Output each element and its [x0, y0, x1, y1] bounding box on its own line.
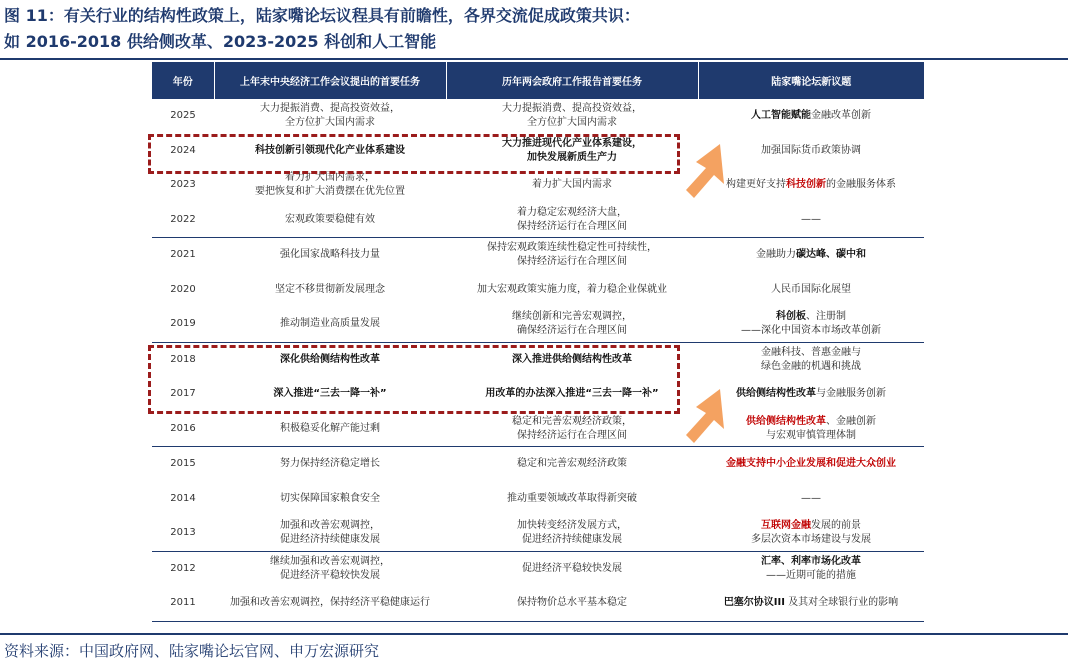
cell-year: 2023	[170, 179, 196, 191]
policy-table	[152, 62, 924, 622]
table-row	[152, 238, 924, 273]
cell-text: 、注册制	[806, 311, 846, 323]
arrow-2017-shape	[686, 389, 724, 443]
cell-text: 汇率、利率市场化改革	[761, 555, 861, 567]
cell-economic-work-conference	[214, 482, 446, 517]
cell-lujiazui-topic	[698, 238, 924, 273]
cell-npc-report	[446, 551, 698, 586]
cell-text: 与宏观审慎管理体制	[766, 429, 856, 441]
table-row	[152, 134, 924, 169]
cell-text: 发展的前景	[811, 520, 861, 532]
table-row	[152, 273, 924, 308]
cell-text: 金融助力	[756, 249, 796, 261]
cell-text: 着力扩大国内需求，	[285, 172, 375, 184]
source-note: 资料来源：中国政府网、陆家嘴论坛官网、申万宏源研究	[4, 642, 380, 660]
cell-year: 2012	[152, 551, 214, 586]
cell-economic-work-conference	[214, 447, 446, 482]
footer-divider	[0, 633, 1068, 635]
cell-text: 构建更好支持	[726, 179, 786, 191]
cell-text: 、金融创新	[826, 415, 876, 427]
cell-npc-report	[446, 412, 698, 447]
cell-text: 深入推进供给侧结构性改革	[512, 353, 632, 365]
cell-text: 用改革的办法深入推进“三去一降一补”	[485, 388, 659, 400]
cell-npc-report	[446, 168, 698, 203]
cell-npc-report	[446, 447, 698, 482]
cell-economic-work-conference	[214, 307, 446, 342]
cell-text: 加快发展新质生产力	[527, 151, 617, 163]
cell-text: 巴塞尔协议III	[723, 597, 785, 609]
cell-lujiazui-topic	[698, 551, 924, 586]
title-divider	[0, 58, 1068, 60]
cell-text: 宏观政策要稳健有效	[285, 213, 375, 225]
cell-text: 科技创新引领现代化产业体系建设	[255, 144, 405, 156]
cell-year: 2015	[152, 447, 214, 482]
figure-title-line2: 如 2016-2018 供给侧改革、2023-2025 科创和人工智能	[4, 32, 437, 51]
cell-text: 大力提振消费、提高投资效益，	[260, 103, 400, 115]
cell-text: 坚定不移贯彻新发展理念	[275, 283, 385, 295]
table-row	[152, 516, 924, 551]
cell-year: 2022	[170, 213, 196, 225]
cell-text: 继续创新和完善宏观调控，	[512, 311, 632, 323]
cell-text: 保持经济运行在合理区间	[517, 220, 627, 232]
cell-economic-work-conference	[214, 273, 446, 308]
cell-lujiazui-topic	[698, 447, 924, 482]
cell-economic-work-conference	[214, 203, 446, 238]
cell-text: 人民币国际化展望	[771, 283, 851, 295]
cell-npc-report	[446, 377, 698, 412]
cell-economic-work-conference	[214, 516, 446, 551]
cell-npc-report	[446, 238, 698, 273]
cell-text: 金融支持中小企业发展和促进大众创业	[726, 458, 896, 470]
cell-year: 2024	[170, 144, 196, 156]
cell-economic-work-conference	[214, 168, 446, 203]
cell-year: 2025	[170, 110, 196, 122]
cell-year: 2011	[152, 586, 214, 621]
table-row	[152, 586, 924, 621]
cell-text: 加强和改善宏观调控，保持经济平稳健康运行	[230, 597, 430, 609]
cell-text: 保持物价总水平基本稳定	[517, 597, 627, 609]
cell-text: 大力推进现代化产业体系建设，	[502, 137, 642, 149]
cell-economic-work-conference	[214, 99, 446, 134]
table-row	[152, 342, 924, 377]
cell-npc-report	[446, 516, 698, 551]
cell-text: 加快转变经济发展方式，	[517, 520, 627, 532]
cell-text: 加大宏观政策实施力度，着力稳企业保就业	[477, 283, 667, 295]
cell-text: 要把恢复和扩大消费摆在优先位置	[255, 186, 405, 198]
cell-text: 稳定和完善宏观经济政策	[517, 458, 627, 470]
cell-lujiazui-topic	[698, 516, 924, 551]
arrow-2024-icon	[680, 140, 740, 204]
cell-text: 供给侧结构性改革	[736, 388, 816, 400]
cell-text: 加强国际货币政策协调	[761, 144, 861, 156]
cell-text: 碳达峰、碳中和	[796, 249, 866, 261]
figure-title	[4, 3, 1064, 55]
cell-text: 科创板	[776, 311, 806, 323]
table-row	[152, 551, 924, 586]
arrow-2017-icon	[680, 385, 740, 449]
cell-text: 深入推进“三去一降一补”	[273, 388, 387, 400]
cell-text: 保持宏观政策连续性稳定性可持续性，	[487, 242, 657, 254]
cell-npc-report	[446, 586, 698, 621]
header-lujiazui-topic: 陆家嘴论坛新议题	[698, 62, 924, 99]
cell-text: 互联网金融	[761, 520, 811, 532]
table-row	[152, 168, 924, 203]
cell-text: 深化供给侧结构性改革	[280, 353, 380, 365]
header-year: 年份	[152, 62, 214, 99]
cell-text: 金融改革创新	[811, 110, 871, 122]
cell-text: 继续加强和改善宏观调控，	[270, 555, 390, 567]
cell-text: 着力扩大国内需求	[532, 179, 612, 191]
cell-lujiazui-topic	[698, 273, 924, 308]
cell-text: 保持经济运行在合理区间	[517, 256, 627, 268]
cell-economic-work-conference	[214, 238, 446, 273]
cell-text: 科技创新	[786, 179, 826, 191]
arrow-2024-shape	[686, 144, 724, 198]
cell-text: 稳定和完善宏观经济政策，	[512, 415, 632, 427]
cell-text: 供给侧结构性改革	[746, 415, 826, 427]
cell-year: 2021	[152, 238, 214, 273]
cell-npc-report	[446, 203, 698, 238]
cell-text: 多层次资本市场建设与发展	[751, 534, 871, 546]
cell-year: 2016	[170, 422, 196, 434]
cell-year: 2018	[152, 342, 214, 377]
header-npc-report: 历年两会政府工作报告首要任务	[446, 62, 698, 99]
cell-text: 大力提振消费、提高投资效益，	[502, 103, 642, 115]
cell-text: 推动制造业高质量发展	[280, 318, 380, 330]
cell-text: 绿色金融的机遇和挑战	[761, 360, 861, 372]
header-economic-work-conference: 上年末中央经济工作会议提出的首要任务	[214, 62, 446, 99]
cell-text: 努力保持经济稳定增长	[280, 458, 380, 470]
cell-npc-report	[446, 99, 698, 134]
cell-economic-work-conference	[214, 586, 446, 621]
cell-text: 及其对全球银行业的影响	[784, 597, 899, 609]
cell-npc-report	[446, 342, 698, 377]
table-row	[152, 412, 924, 447]
table-row	[152, 377, 924, 412]
cell-text: 保持经济运行在合理区间	[517, 429, 627, 441]
cell-text: ——近期可能的措施	[766, 569, 856, 581]
cell-npc-report	[446, 134, 698, 169]
cell-lujiazui-topic	[698, 203, 924, 238]
cell-economic-work-conference	[214, 551, 446, 586]
cell-year: 2020	[170, 283, 196, 295]
cell-economic-work-conference	[214, 134, 446, 169]
cell-text: 加强和改善宏观调控，	[280, 520, 380, 532]
cell-text: 积极稳妥化解产能过剩	[280, 422, 380, 434]
table-row	[152, 482, 924, 517]
table-header-row	[152, 62, 924, 99]
cell-text: ——	[801, 492, 821, 504]
cell-text: 促进经济持续健康发展	[280, 534, 380, 546]
cell-lujiazui-topic	[698, 342, 924, 377]
cell-lujiazui-topic	[698, 307, 924, 342]
cell-text: 着力稳定宏观经济大盘，	[517, 206, 627, 218]
cell-year: 2013	[170, 527, 196, 539]
cell-economic-work-conference	[214, 412, 446, 447]
table-body	[152, 99, 924, 621]
cell-npc-report	[446, 273, 698, 308]
cell-text: 促进经济平稳较快发展	[280, 569, 380, 581]
cell-text: 确保经济运行在合理区间	[517, 325, 627, 337]
cell-lujiazui-topic	[698, 586, 924, 621]
cell-text: 的金融服务体系	[826, 179, 896, 191]
table-row	[152, 99, 924, 134]
cell-text: 切实保障国家粮食安全	[280, 492, 380, 504]
cell-economic-work-conference	[214, 342, 446, 377]
cell-year: 2019	[170, 318, 196, 330]
figure-title-line1: 图 11：有关行业的结构性政策上，陆家嘴论坛议程具有前瞻性，各界交流促成政策共识：	[4, 6, 640, 25]
table-row	[152, 447, 924, 482]
cell-text: 全方位扩大国内需求	[527, 117, 617, 129]
cell-text: 金融科技、普惠金融与	[761, 346, 861, 358]
cell-text: 与金融服务创新	[816, 388, 886, 400]
cell-economic-work-conference	[214, 377, 446, 412]
cell-text: 推动重要领域改革取得新突破	[507, 492, 637, 504]
cell-text: 强化国家战略科技力量	[280, 249, 380, 261]
cell-text: 促进经济平稳较快发展	[522, 562, 622, 574]
cell-text: 全方位扩大国内需求	[285, 117, 375, 129]
cell-year: 2017	[170, 388, 196, 400]
cell-text: ——	[801, 213, 821, 225]
cell-text: ——深化中国资本市场改革创新	[741, 325, 881, 337]
cell-npc-report	[446, 482, 698, 517]
cell-text: 促进经济持续健康发展	[522, 534, 622, 546]
cell-lujiazui-topic	[698, 482, 924, 517]
table-row	[152, 307, 924, 342]
cell-lujiazui-topic	[698, 99, 924, 134]
table-row	[152, 203, 924, 238]
cell-text: 人工智能赋能	[751, 110, 811, 122]
cell-year: 2014	[170, 492, 196, 504]
cell-npc-report	[446, 307, 698, 342]
